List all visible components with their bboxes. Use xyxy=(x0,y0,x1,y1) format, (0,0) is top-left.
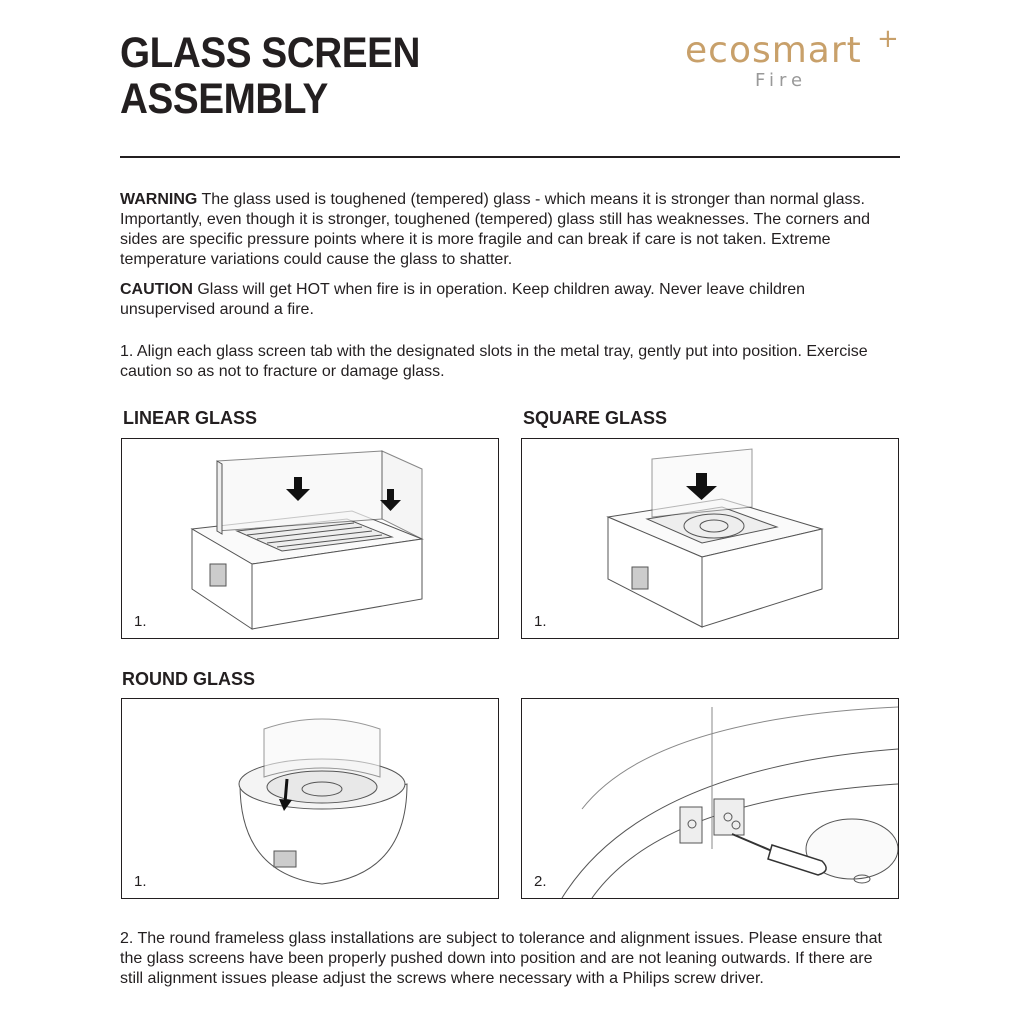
logo-subtitle: Fire xyxy=(755,70,808,91)
warning-label: WARNING xyxy=(120,191,198,208)
round-glass-heading: ROUND GLASS xyxy=(122,669,256,689)
square-glass-heading: SQUARE GLASS xyxy=(523,408,668,428)
caution-text: Glass will get HOT when fire is in operation. Keep children away. Never leave children unsupervised around a fire. xyxy=(120,281,806,318)
header-divider xyxy=(120,156,900,158)
linear-step-number: 1. xyxy=(134,613,147,630)
logo-plus: + xyxy=(877,24,899,54)
warning-text: The glass used is toughened (tempered) glass - which means it is stronger than normal glass. Importantly, even though it is stronger, toughened (tempered) glass still has weaknesses. The corners and sides are specific pressure points where it is more fragile and can break if care is not taken. Extreme temperature variations could cause the glass to shatter. xyxy=(120,191,871,268)
square-burner-illustration xyxy=(522,439,898,638)
round-glass-figure xyxy=(121,698,499,899)
caution-label: CAUTION xyxy=(120,281,193,298)
round-bowl-illustration xyxy=(122,699,498,898)
title-line-2: ASSEMBLY xyxy=(120,75,328,123)
linear-burner-illustration xyxy=(122,439,498,638)
round-detail-step-number: 2. xyxy=(534,873,547,890)
step-2-instruction: 2. The round frameless glass installations are subject to tolerance and alignment issues. Please ensure that the glass screens have been properly pushed down into position and are not leaning outwards. If there are still alignment issues please adjust the screws where necessary with a Philips screw driver. xyxy=(120,930,882,987)
linear-glass-heading: LINEAR GLASS xyxy=(123,408,258,428)
ecosmart-logo xyxy=(685,24,905,95)
warning-paragraph xyxy=(120,190,890,270)
linear-glass-figure xyxy=(121,438,499,639)
round-step-number: 1. xyxy=(134,873,147,890)
round-glass-detail-figure xyxy=(521,698,899,899)
title-line-1: GLASS SCREEN xyxy=(120,29,420,77)
logo-wordmark: ecosmart xyxy=(685,30,862,71)
step-1-instruction: 1. Align each glass screen tab with the designated slots in the metal tray, gently put into position. Exercise caution so as not to fracture or damage glass. xyxy=(120,343,868,380)
screw-adjustment-illustration xyxy=(522,699,898,898)
page-title xyxy=(120,30,420,122)
caution-paragraph xyxy=(120,280,890,320)
square-glass-figure xyxy=(521,438,899,639)
square-step-number: 1. xyxy=(534,613,547,630)
